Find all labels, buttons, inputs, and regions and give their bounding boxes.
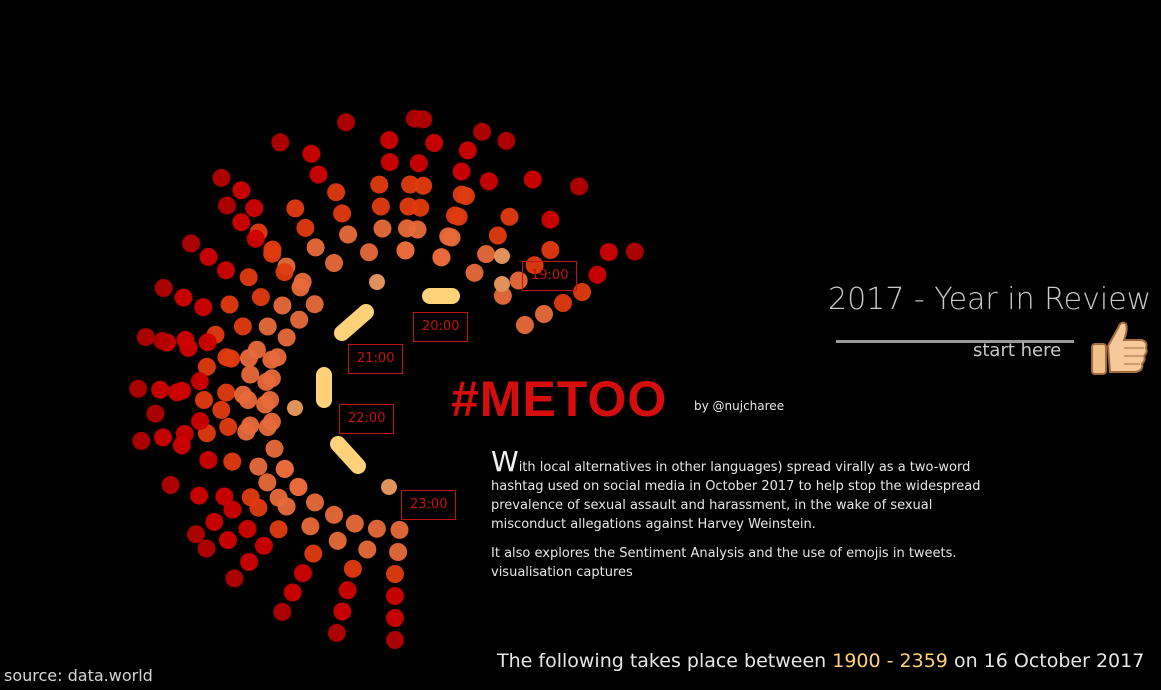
- description-text-1: ith local alternatives in other languages) spread virally as a two-word hashtag used on social media in October 2017 to help stop the widespread prevalence of sexual assault and harassment, in the wake of sexual misconduct allegations against Harvey Weinstein.: [491, 460, 981, 532]
- minute-arc: [338, 444, 358, 466]
- hour-label-22: 22:00: [339, 404, 394, 434]
- data-dot: [240, 553, 258, 571]
- data-dot: [162, 476, 180, 494]
- data-dot: [221, 296, 239, 314]
- data-dot: [270, 520, 288, 538]
- data-dot: [232, 213, 250, 231]
- data-dot: [198, 540, 216, 558]
- data-dot: [245, 199, 263, 217]
- data-dot: [554, 294, 572, 312]
- data-dot: [146, 405, 164, 423]
- data-dot: [541, 241, 559, 259]
- data-dot: [411, 199, 429, 217]
- description: [491, 445, 1011, 592]
- data-dot: [339, 581, 357, 599]
- data-dot: [292, 278, 310, 296]
- hour-label-21: 21:00: [348, 344, 403, 374]
- data-dot: [212, 169, 230, 187]
- data-dot: [480, 172, 498, 190]
- review-title: 2017 - Year in Review: [828, 282, 1152, 317]
- data-dot: [173, 436, 191, 454]
- data-dot: [234, 317, 252, 335]
- data-dot: [588, 266, 606, 284]
- data-dot: [266, 440, 284, 458]
- data-dot: [278, 498, 296, 516]
- description-paragraph-2: It also explores the Sentiment Analysis and the use of emojis in tweets. visualisation captures: [491, 546, 957, 580]
- data-dot: [155, 279, 173, 297]
- data-dot: [294, 564, 312, 582]
- footer-end-time: 2359: [899, 650, 948, 672]
- footer-dash: -: [880, 650, 900, 672]
- hour-label-19: 19:00: [522, 261, 577, 291]
- data-dot: [389, 543, 407, 561]
- data-dot: [369, 274, 385, 290]
- data-dot: [191, 412, 209, 430]
- data-dot: [497, 132, 515, 150]
- byline: by @nujcharee: [694, 399, 785, 413]
- data-dot: [443, 229, 461, 247]
- data-dot: [175, 289, 193, 307]
- data-dot: [278, 329, 296, 347]
- data-dot: [406, 110, 424, 128]
- data-dot: [258, 473, 276, 491]
- data-dot: [337, 113, 355, 131]
- data-dot: [223, 453, 241, 471]
- data-dot: [328, 624, 346, 642]
- minute-arc: [342, 312, 366, 333]
- data-dot: [344, 560, 362, 578]
- footer-suffix: on 16 October 2017: [947, 650, 1145, 672]
- data-dot: [414, 177, 432, 195]
- data-dot: [302, 145, 320, 163]
- data-dot: [524, 171, 542, 189]
- data-dot: [381, 153, 399, 171]
- data-dot: [370, 176, 388, 194]
- data-dot: [191, 372, 209, 390]
- data-dot: [276, 460, 294, 478]
- data-dot: [200, 248, 218, 266]
- data-dot: [374, 220, 392, 238]
- data-dot: [473, 123, 491, 141]
- data-dot: [368, 520, 386, 538]
- data-dot: [501, 208, 519, 226]
- data-dot: [218, 197, 236, 215]
- data-dot: [286, 199, 304, 217]
- data-dot: [137, 328, 155, 346]
- page-title: #METOO: [451, 371, 668, 427]
- data-dot: [358, 541, 376, 559]
- data-dot: [600, 243, 618, 261]
- data-dot: [241, 366, 259, 384]
- data-dot: [276, 263, 294, 281]
- data-dot: [194, 298, 212, 316]
- data-dot: [535, 305, 553, 323]
- footer-start-time: 1900: [832, 650, 881, 672]
- data-dot: [205, 513, 223, 531]
- data-dot: [380, 131, 398, 149]
- data-dot: [240, 268, 258, 286]
- data-dot: [360, 243, 378, 261]
- data-dot: [296, 219, 314, 237]
- data-dot: [287, 400, 303, 416]
- data-dot: [450, 208, 468, 226]
- data-dot: [190, 487, 208, 505]
- data-dot: [224, 501, 242, 519]
- footer-note: [497, 650, 1144, 672]
- data-dot: [232, 181, 250, 199]
- data-dot: [132, 432, 150, 450]
- data-dot: [425, 134, 443, 152]
- data-dot: [333, 204, 351, 222]
- drop-cap: W: [491, 445, 519, 478]
- data-dot: [410, 154, 428, 172]
- data-dot: [195, 391, 213, 409]
- data-dot: [372, 198, 390, 216]
- data-dot: [494, 248, 510, 264]
- data-dot: [329, 532, 347, 550]
- data-dot: [325, 254, 343, 272]
- data-dot: [242, 488, 260, 506]
- data-dot: [290, 311, 308, 329]
- data-dot: [325, 506, 343, 524]
- data-dot: [259, 418, 277, 436]
- data-dot: [187, 525, 205, 543]
- data-dot: [333, 603, 351, 621]
- data-dot: [381, 479, 397, 495]
- data-dot: [409, 221, 427, 239]
- data-dot: [199, 333, 217, 351]
- data-dot: [217, 348, 235, 366]
- data-dot: [306, 493, 324, 511]
- data-dot: [263, 245, 281, 263]
- data-dot: [151, 381, 169, 399]
- data-dot: [477, 245, 495, 263]
- data-dot: [301, 517, 319, 535]
- data-dot: [494, 276, 510, 292]
- data-dot: [256, 396, 274, 414]
- data-dot: [397, 241, 415, 259]
- data-dot: [153, 332, 171, 350]
- data-dot: [257, 373, 275, 391]
- data-dot: [339, 226, 357, 244]
- data-dot: [239, 520, 257, 538]
- data-dot: [570, 177, 588, 195]
- data-dot: [168, 383, 186, 401]
- data-dot: [457, 187, 475, 205]
- footer-prefix: The following takes place between: [497, 650, 833, 672]
- data-dot: [182, 235, 200, 253]
- data-dot: [310, 166, 328, 184]
- data-dot: [249, 458, 267, 476]
- data-dot: [306, 295, 324, 313]
- data-dot: [240, 349, 258, 367]
- data-dot: [626, 243, 644, 261]
- data-dot: [252, 288, 270, 306]
- source-credit: source: data.world: [4, 666, 153, 685]
- data-dot: [459, 141, 477, 159]
- data-dot: [327, 183, 345, 201]
- thumbs-up-icon[interactable]: [1088, 314, 1152, 378]
- data-dot: [225, 569, 243, 587]
- data-dot: [154, 428, 172, 446]
- data-dot: [386, 631, 404, 649]
- data-dot: [129, 380, 147, 398]
- data-dot: [386, 565, 404, 583]
- data-dot: [289, 478, 307, 496]
- data-dot: [217, 384, 235, 402]
- data-dot: [346, 515, 364, 533]
- data-dot: [219, 418, 237, 436]
- data-dot: [234, 386, 252, 404]
- data-dot: [284, 584, 302, 602]
- data-dot: [386, 609, 404, 627]
- data-dot: [466, 264, 484, 282]
- data-dot: [176, 331, 194, 349]
- data-dot: [255, 537, 273, 555]
- data-dot: [489, 227, 507, 245]
- data-dot: [391, 521, 409, 539]
- data-dot: [432, 248, 450, 266]
- data-dot: [453, 163, 471, 181]
- data-dot: [219, 531, 237, 549]
- data-dot: [273, 603, 291, 621]
- hour-label-20: 20:00: [413, 312, 468, 342]
- data-dot: [307, 238, 325, 256]
- description-paragraph-1: [491, 445, 1011, 534]
- data-dot: [273, 297, 291, 315]
- data-dot: [237, 423, 255, 441]
- hour-label-23: 23:00: [401, 490, 456, 520]
- data-dot: [386, 587, 404, 605]
- data-dot: [217, 261, 235, 279]
- data-dot: [541, 211, 559, 229]
- start-here-link[interactable]: start here: [973, 340, 1062, 361]
- data-dot: [259, 318, 277, 336]
- data-dot: [212, 401, 230, 419]
- data-dot: [262, 351, 280, 369]
- data-dot: [247, 230, 265, 248]
- data-dot: [516, 316, 534, 334]
- data-dot: [304, 545, 322, 563]
- data-dot: [199, 451, 217, 469]
- data-dot: [271, 133, 289, 151]
